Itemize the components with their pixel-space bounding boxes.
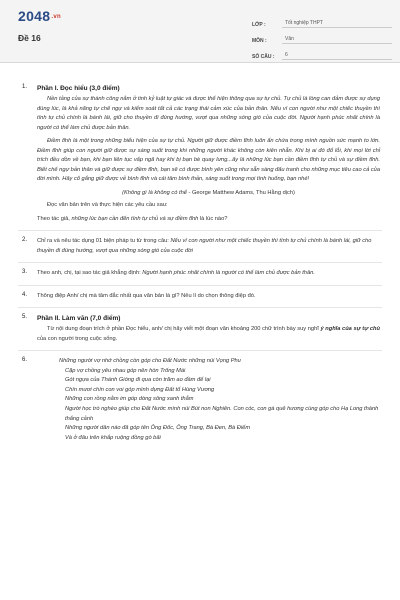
- meta-row-subject: [252, 30, 392, 44]
- meta-row-count: [252, 46, 392, 60]
- passage-paragraph: Nền tảng của sự thành công nằm ở tinh kỷ luật tự giác và được thể hiện thông qua sự tự chủ. Tự chủ là lòng can đảm được sự dụng đúng lúc, là khả năng tự chế ngự và kiểm soát tất cả các trạng thái cảm xúc của bản thân. Nếu ví con người như một chiếc thuyền thì tính tự chủ chính là bánh lái, giữ cho thuyền đi đúng hướng, vượt qua những sóng gió của cuộc đời. Người hạnh phúc nhất chính là người có thể làm chủ được bản thân.: [37, 96, 380, 131]
- poem-line: Những người vợ nhớ chồng còn góp cho Đất Nước những núi Vọng Phu: [59, 358, 241, 364]
- site-logo[interactable]: 2048.vn: [18, 8, 61, 24]
- poem-excerpt: [37, 357, 380, 443]
- question-number: 3.: [22, 269, 28, 275]
- poem-line: Người học trò nghèo giúp cho Đất Nước mình núi Bút non Nghiên. Con cóc, con gà quê hương cùng góp cho Hạ Long thành thắng cảnh: [65, 405, 379, 422]
- instruction-text: Đọc văn bản trên và thực hiện các yêu cầu sau:: [47, 202, 168, 208]
- passage-paragraph: Điềm tĩnh là một trong những biểu hiện của sự tự chủ. Người giữ được điềm tĩnh luôn ẩn chứa trong mình nguồn sức mạnh to lớn. Điềm tĩnh giúp con người giữ được sự sáng suốt trong khi những người khác không còn kiên nhẫn. Khi bị ai đó đổ lỗi, khi mọi lời chỉ trích đều dồn về bạn, khi bạn liên tục vấp ngã hay khi bị bạn bè quay lưng...ấy là những lúc bạn cần điềm tĩnh tự chủ và sự điềm tĩnh. Biết chế ngự bản thân và giữ được sự điềm tĩnh, bạn sẽ có được bình yên cũng như sẵn sàng đấu tranh cho những mục tiêu cao cả của đời mình. Hãy cố gắng giữ được vẻ bình tĩnh và cái tâm bình thản, sáng suốt trong mọi tình huống, bạn nhé!: [37, 138, 380, 182]
- question-2: [0, 237, 400, 256]
- passage-source: (Không gì là không có thể - George Matthew Adams, Thu Hằng dịch): [122, 189, 295, 196]
- divider: [18, 230, 382, 231]
- meta-value: Tốt nghiệp THPT: [282, 19, 392, 28]
- divider: [18, 285, 382, 286]
- question-text: Theo tác giả, những lúc bạn cần đến tính tự chủ và sự điềm tĩnh là lúc nào?: [37, 215, 228, 222]
- poem-line: Những người dân nào đã góp tên Ông Đốc, Ông Trang, Bà Đen, Bà Điểm: [65, 425, 251, 432]
- meta-row-class: [252, 14, 392, 28]
- divider: [18, 350, 382, 351]
- meta-key: MÔN :: [252, 38, 267, 44]
- question-number: 6.: [22, 357, 28, 363]
- section-title: Phần II. Làm văn (7,0 điểm): [37, 315, 121, 322]
- question-6: [0, 357, 400, 443]
- poem-line: Chín mươi chín con voi góp mình dựng Đất tổ Hùng Vương: [65, 386, 215, 393]
- poem-line: Gót ngựa của Thánh Gióng đi qua còn trăm ao đầm để lại: [65, 377, 211, 384]
- exam-meta: [252, 14, 392, 62]
- question-text: Chỉ ra và nêu tác dụng 01 biện pháp tu từ trong câu: Nếu ví con người như một chiếc thuyền thì tính tự chủ chính là bánh lái, giữ cho thuyền đi đúng hướng, vượt qua những sóng gió của cuộc đời: [37, 238, 372, 254]
- divider: [18, 307, 382, 308]
- section-title: Phần I. Đọc hiểu (3,0 điểm): [37, 85, 120, 92]
- meta-key: LỚP :: [252, 22, 266, 28]
- question-number: 4.: [22, 291, 28, 298]
- poem-line: Cặp vợ chồng yêu nhau góp nên hòn Trống Mái: [65, 367, 186, 374]
- question-4: [0, 292, 400, 302]
- question-3: [0, 269, 400, 279]
- question-number: 5.: [22, 314, 28, 320]
- exam-header: [0, 0, 400, 63]
- question-text: Thông điệp Anh/ chị mà tâm đắc nhất qua văn bản là gì? Nêu lí do chọn thông điệp đó.: [37, 292, 256, 299]
- poem-line: Những con rồng nằm im góp dòng sông xanh thẳm: [65, 396, 194, 403]
- question-1: [0, 84, 400, 224]
- exam-content: [0, 62, 400, 443]
- meta-key: SỐ CÂU :: [252, 54, 275, 60]
- poem-line: Và ở đâu trên khắp ruộng đồng gò bãi: [65, 434, 161, 441]
- exam-label: Đề 16: [18, 33, 41, 43]
- divider: [18, 262, 382, 263]
- question-number: 1.: [22, 84, 28, 90]
- question-text: Theo anh, chị, tại sao tác giả khẳng định: Người hạnh phúc nhất chính là người có thể làm chủ được bản thân.: [37, 270, 315, 276]
- meta-value: 6: [282, 51, 392, 60]
- question-5: [0, 314, 400, 344]
- question-number: 2.: [22, 237, 28, 243]
- meta-value: Văn: [282, 35, 392, 44]
- question-text: Từ nội dung đoạn trích ở phần Đọc hiểu, anh/ chị hãy viết một đoạn văn khoảng 200 chữ trình bày suy nghĩ ý nghĩa của sự tự chủ của con người trong cuộc sống.: [37, 326, 380, 342]
